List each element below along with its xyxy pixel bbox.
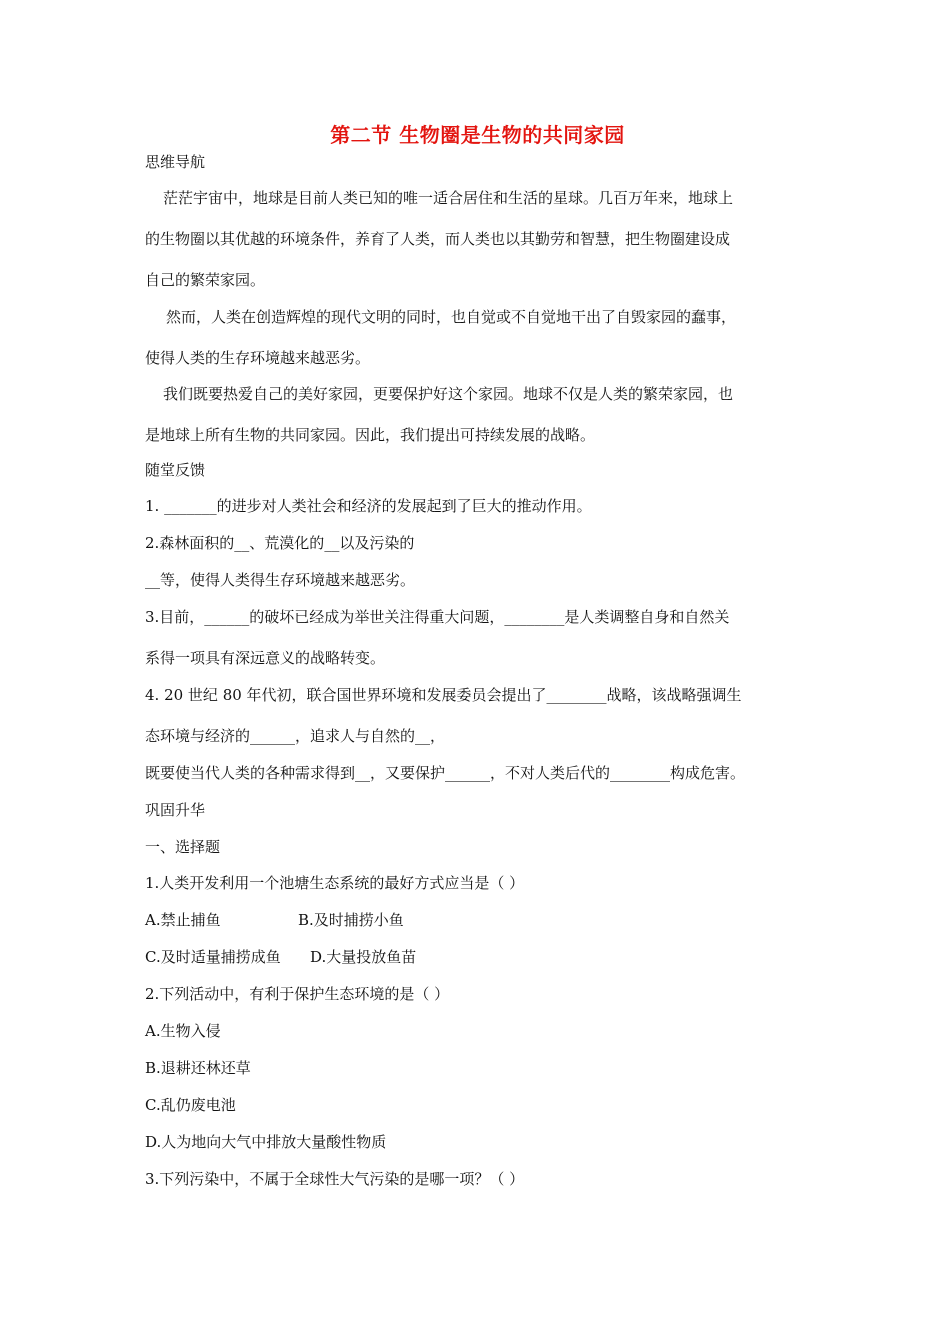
intro-paragraph-3-line-1: 我们既要热爱自己的美好家园，更要保护好这个家园。地球不仅是人类的繁荣家园，也: [163, 385, 734, 403]
section-heading-feedback: 随堂反馈: [145, 461, 206, 479]
choice-question-2: 2.下列活动中，有利于保护生态环境的是（ ）: [145, 985, 450, 1003]
feedback-question-4-line-1: 4. 20 世纪 80 年代初，联合国世界环境和发展委员会提出了________战略，该战略强调生: [145, 686, 742, 704]
intro-paragraph-3-line-2: 是地球上所有生物的共同家园。因此，我们提出可持续发展的战略。: [145, 426, 596, 444]
feedback-question-4-line-3: 既要使当代人类的各种需求得到__，又要保护______，不对人类后代的________构成危害。: [145, 764, 746, 782]
choice-1-option-b: B.及时捕捞小鱼: [298, 911, 404, 929]
choice-2-option-b: B.退耕还林还草: [145, 1059, 251, 1077]
choice-2-option-d: D.人为地向大气中排放大量酸性物质: [145, 1133, 387, 1151]
intro-paragraph-1-line-3: 自己的繁荣家园。: [145, 271, 266, 289]
document-title: 第二节 生物圈是生物的共同家园: [330, 123, 625, 147]
section-heading-choice: 一、选择题: [145, 838, 221, 856]
intro-paragraph-2-line-1: 然而，人类在创造辉煌的现代文明的同时，也自觉或不自觉地干出了自毁家园的蠢事，: [166, 308, 737, 326]
choice-question-3: 3.下列污染中，不属于全球性大气污染的是哪一项？（ ）: [145, 1170, 525, 1188]
feedback-question-2-line-1: 2.森林面积的__、荒漠化的__以及污染的: [145, 534, 415, 552]
section-heading-consolidate: 巩固升华: [145, 801, 206, 819]
intro-paragraph-1-line-2: 的生物圈以其优越的环境条件，养育了人类，而人类也以其勤劳和智慧，把生物圈建设成: [145, 230, 731, 248]
feedback-question-2-line-2: __等，使得人类得生存环境越来越恶劣。: [145, 571, 416, 589]
section-heading-guide: 思维导航: [145, 153, 206, 171]
intro-paragraph-1-line-1: 茫茫宇宙中，地球是目前人类已知的唯一适合居住和生活的星球。几百万年来，地球上: [163, 189, 734, 207]
feedback-question-3-line-2: 系得一项具有深远意义的战略转变。: [145, 649, 386, 667]
feedback-question-3-line-1: 3.目前，______的破坏已经成为举世关注得重大问题，________是人类调整自身和自然关: [145, 608, 730, 626]
choice-question-1: 1.人类开发利用一个池塘生态系统的最好方式应当是（ ）: [145, 874, 525, 892]
choice-2-option-a: A.生物入侵: [145, 1022, 221, 1040]
choice-1-option-a: A.禁止捕鱼: [145, 911, 221, 929]
feedback-question-4-line-2: 态环境与经济的______，追求人与自然的__，: [145, 727, 446, 745]
feedback-question-1: 1. _______的进步对人类社会和经济的发展起到了巨大的推动作用。: [145, 497, 592, 515]
choice-1-option-d: D.大量投放鱼苗: [310, 948, 417, 966]
choice-1-option-c: C.及时适量捕捞成鱼: [145, 948, 281, 966]
choice-2-option-c: C.乱仍废电池: [145, 1096, 236, 1114]
intro-paragraph-2-line-2: 使得人类的生存环境越来越恶劣。: [145, 349, 371, 367]
